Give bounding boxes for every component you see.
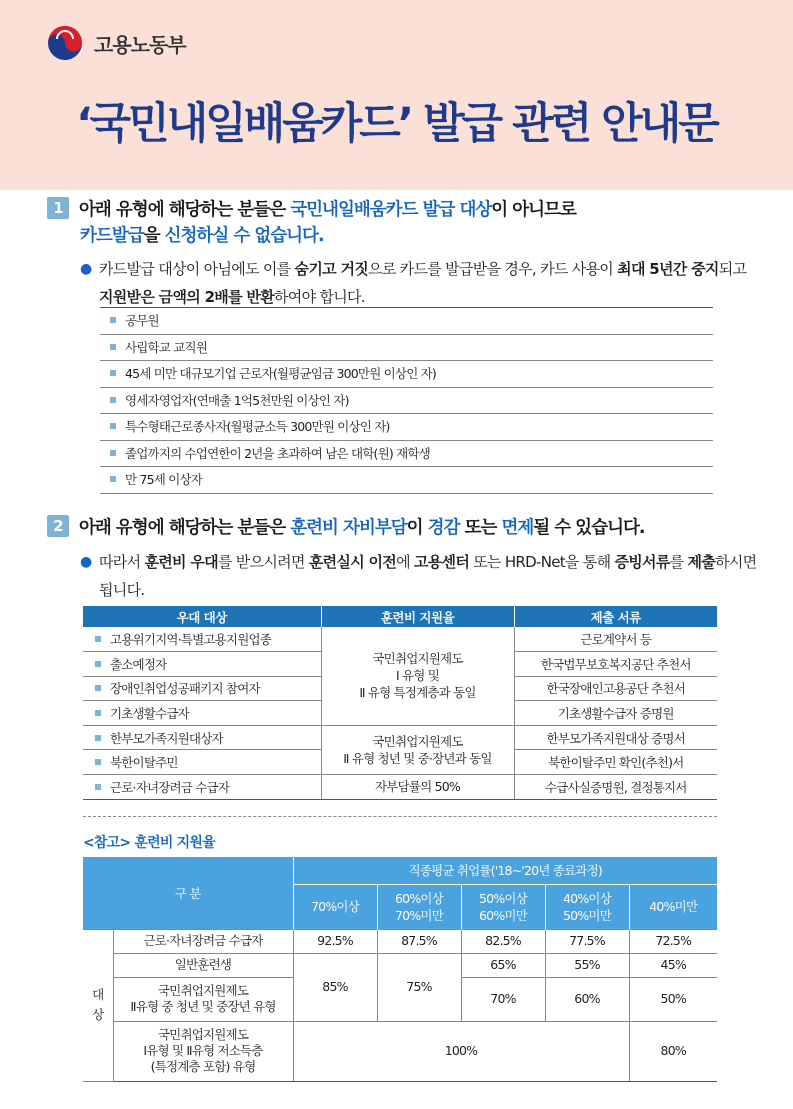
table-header-row	[83, 606, 717, 627]
dashed-divider	[83, 816, 717, 817]
col-header-rate-band	[293, 884, 377, 929]
col-header-category: 구 분	[83, 857, 293, 929]
square-bullet-icon	[110, 370, 116, 376]
col-header-rate-band	[461, 884, 545, 929]
list-item-text: 공무원	[125, 313, 159, 328]
section2-head-highlight: 훈련비 자비부담	[290, 518, 407, 538]
square-bullet-icon	[110, 317, 116, 323]
list-item-text: 졸업까지의 수업연한이 2년을 초과하여 남은 대학(원) 재학생	[125, 445, 430, 461]
rate-text: Ⅱ 유형 특정계층과 동일	[359, 685, 476, 701]
square-bullet-icon	[95, 735, 101, 741]
rate-band-text: 60%이상	[395, 890, 443, 906]
side-label-text: 대	[92, 987, 104, 1002]
document-cell: 근로계약서 등	[514, 627, 717, 652]
note-bold: 제출	[687, 553, 716, 571]
section2-head-text: 아래 유형에 해당하는 분들은	[79, 518, 291, 538]
rate-cell	[321, 627, 514, 725]
table-row	[83, 627, 717, 652]
table-row	[83, 775, 717, 800]
note-text: 또는 HRD-Net을 통해	[469, 553, 615, 571]
target-text: 출소예정자	[110, 656, 167, 672]
target-cell	[83, 750, 321, 775]
rate-value: 45%	[629, 953, 717, 977]
rate-cell	[321, 725, 514, 774]
document-cell: 기초생활수급자 증명원	[514, 701, 717, 726]
section1-note	[82, 255, 762, 311]
rate-value: 55%	[545, 953, 629, 977]
list-item-text: 만 75세 이상자	[125, 472, 203, 487]
rate-band-text: 50%미만	[563, 907, 611, 923]
note-bold: 고용센터	[413, 553, 470, 571]
square-bullet-icon	[110, 397, 116, 403]
rate-band-text: 70%이상	[311, 899, 359, 914]
page-title: ‘국민내일배움카드’ 발급 관련 안내문	[76, 99, 717, 149]
note-bold: 훈련실시 이전	[308, 553, 397, 571]
ineligible-list	[100, 307, 713, 494]
list-item	[100, 335, 713, 362]
section1-head-highlight: 국민내일배움카드 발급 대상	[290, 200, 492, 220]
rate-value: 87.5%	[377, 929, 461, 953]
row-label-text: Ⅰ유형 및 Ⅱ유형 저소득층	[143, 1043, 263, 1058]
list-item-text: 45세 미만 대규모기업 근로자(월평균임금 300만원 이상인 자)	[125, 366, 437, 381]
section2-number: 2	[47, 515, 69, 537]
document-cell: 한부모가족지원대상 증명서	[514, 725, 717, 750]
taegeuk-logo-icon	[47, 25, 83, 61]
list-item	[100, 467, 713, 494]
note-text: 되고	[718, 260, 747, 278]
section2-heading	[47, 515, 645, 541]
row-label	[113, 1021, 293, 1081]
target-cell	[83, 725, 321, 750]
square-bullet-icon	[110, 423, 116, 429]
target-text: 고용위기지역·특별고용지원업종	[110, 632, 272, 648]
section1-head-highlight2: 카드발급	[80, 226, 144, 246]
list-item-text: 사립학교 교직원	[125, 339, 208, 355]
rate-value: 75%	[377, 953, 461, 1021]
rate-value: 72.5%	[629, 929, 717, 953]
square-bullet-icon	[95, 685, 101, 691]
table-row	[83, 929, 717, 953]
table-row	[83, 1021, 717, 1081]
rate-band-text: 70%미만	[395, 907, 443, 923]
side-label	[83, 929, 113, 1081]
document-cell: 한국법무보호복지공단 추천서	[514, 652, 717, 677]
square-bullet-icon	[110, 344, 116, 350]
section2-head-text: 될 수 있습니다.	[533, 518, 645, 538]
row-label: 근로·자녀장려금 수급자	[113, 929, 293, 953]
rate-band-text: 40%이상	[563, 890, 611, 906]
list-item-text: 특수형태근로종사자(월평균소득 300만원 이상인 자)	[125, 419, 390, 434]
list-item	[100, 414, 713, 441]
square-bullet-icon	[95, 784, 101, 790]
target-text: 한부모가족지원대상자	[110, 730, 223, 746]
note-text: 하시면 됩니다.	[99, 553, 757, 599]
col-header-documents: 제출 서류	[514, 606, 717, 627]
square-bullet-icon	[95, 710, 101, 716]
section2-note	[82, 548, 762, 604]
rate-value: 50%	[629, 977, 717, 1021]
support-rate-table	[83, 857, 717, 1082]
col-header-rate-band	[545, 884, 629, 929]
document-cell: 북한이탈주민 확인(추천)서	[514, 750, 717, 775]
rate-band-text: 40%미만	[649, 899, 698, 914]
target-text: 북한이탈주민	[110, 755, 178, 771]
note-bold: 지원받은 금액의 2배를 반환	[99, 288, 274, 306]
bullet-dot-icon: ●	[80, 261, 92, 277]
side-label-text: 상	[92, 1007, 104, 1022]
note-text: 를	[669, 553, 688, 571]
rate-band-text: 60%미만	[479, 907, 527, 923]
target-cell	[83, 701, 321, 726]
rate-value: 65%	[461, 953, 545, 977]
square-bullet-icon	[95, 661, 101, 667]
table-row	[83, 725, 717, 750]
table-row	[83, 953, 717, 977]
section2-head-text: 이	[406, 518, 428, 538]
rate-value: 100%	[293, 1021, 629, 1081]
section1-head-text3: 을	[143, 226, 165, 246]
square-bullet-icon	[95, 636, 101, 642]
rate-value: 77.5%	[545, 929, 629, 953]
square-bullet-icon	[95, 759, 101, 765]
section2-head-text: 또는	[459, 518, 502, 538]
row-label-text: Ⅱ유형 중 청년 및 중장년 유형	[130, 999, 276, 1014]
note-bold: 훈련비 우대	[144, 553, 218, 571]
square-bullet-icon	[110, 476, 116, 482]
note-bold: 숨기고 거짓	[294, 260, 369, 278]
row-label-text: 국민취업지원제도	[157, 983, 249, 998]
target-cell	[83, 676, 321, 701]
row-label	[113, 977, 293, 1021]
ministry-name: 고용노동부	[94, 33, 186, 57]
note-bold: 최대 5년간 중지	[617, 260, 719, 278]
rate-value: 70%	[461, 977, 545, 1021]
col-header-rate-band	[629, 884, 717, 929]
row-label-text: (특정계층 포함) 유형	[150, 1059, 256, 1074]
section1-head-text: 아래 유형에 해당하는 분들은	[79, 200, 291, 220]
row-label-text: 국민취업지원제도	[157, 1027, 249, 1042]
target-text: 근로·자녀장려금 수급자	[110, 779, 230, 795]
col-header-rate: 훈련비 지원율	[321, 606, 514, 627]
square-bullet-icon	[110, 450, 116, 456]
header-banner	[0, 0, 793, 190]
note-text: 으로 카드를 발급받을 경우, 카드 사용이	[368, 260, 618, 278]
note-bold: 증빙서류	[614, 553, 670, 571]
section1-head-highlight3: 신청하실 수 없습니다.	[164, 226, 324, 246]
rate-text: Ⅰ 유형 및	[395, 668, 440, 684]
row-label: 일반훈련생	[113, 953, 293, 977]
note-text: 카드발급 대상이 아님에도 이를	[99, 260, 295, 278]
col-header-target: 우대 대상	[83, 606, 321, 627]
document-cell: 수급사실증명원, 결정통지서	[514, 775, 717, 800]
section2-head-highlight: 면제	[501, 518, 534, 538]
note-text: 에	[396, 553, 414, 571]
target-text: 장애인취업성공패키지 참여자	[110, 681, 260, 697]
list-item	[100, 441, 713, 468]
rate-value: 82.5%	[461, 929, 545, 953]
target-text: 기초생활수급자	[110, 706, 189, 722]
rate-text: Ⅱ 유형 청년 및 중·장년과 동일	[343, 750, 492, 766]
rate-band-text: 50%이상	[479, 890, 527, 906]
list-item	[100, 361, 713, 388]
section1-heading	[47, 197, 576, 249]
reference-title: <참고> 훈련비 지원율	[83, 835, 215, 851]
note-text: 하여야 합니다.	[274, 288, 365, 306]
rate-value: 80%	[629, 1021, 717, 1081]
section1-head-text2: 이 아니므로	[491, 200, 576, 220]
rate-text: 국민취업지원제도	[372, 733, 463, 749]
rate-value: 60%	[545, 977, 629, 1021]
rate-text: 국민취업지원제도	[372, 651, 463, 667]
list-item	[100, 388, 713, 415]
target-cell	[83, 627, 321, 652]
target-cell	[83, 775, 321, 800]
section1-number: 1	[47, 197, 69, 219]
section2-head-highlight: 경감	[427, 518, 460, 538]
note-text: 를 받으시려면	[217, 553, 309, 571]
col-header-employment-rate: 직종평균 취업률('18~'20년 종료과정)	[293, 857, 717, 884]
document-cell: 한국장애인고용공단 추천서	[514, 676, 717, 701]
preferential-table	[83, 606, 717, 800]
target-cell	[83, 652, 321, 677]
bullet-dot-icon: ●	[80, 554, 92, 570]
list-item	[100, 308, 713, 335]
rate-value: 85%	[293, 953, 377, 1021]
rate-value: 92.5%	[293, 929, 377, 953]
col-header-rate-band	[377, 884, 461, 929]
list-item-text: 영세자영업자(연매출 1억5천만원 이상인 자)	[125, 392, 349, 408]
note-text: 따라서	[99, 553, 145, 571]
table-header-row	[83, 857, 717, 884]
rate-cell: 자부담률의 50%	[321, 775, 514, 800]
